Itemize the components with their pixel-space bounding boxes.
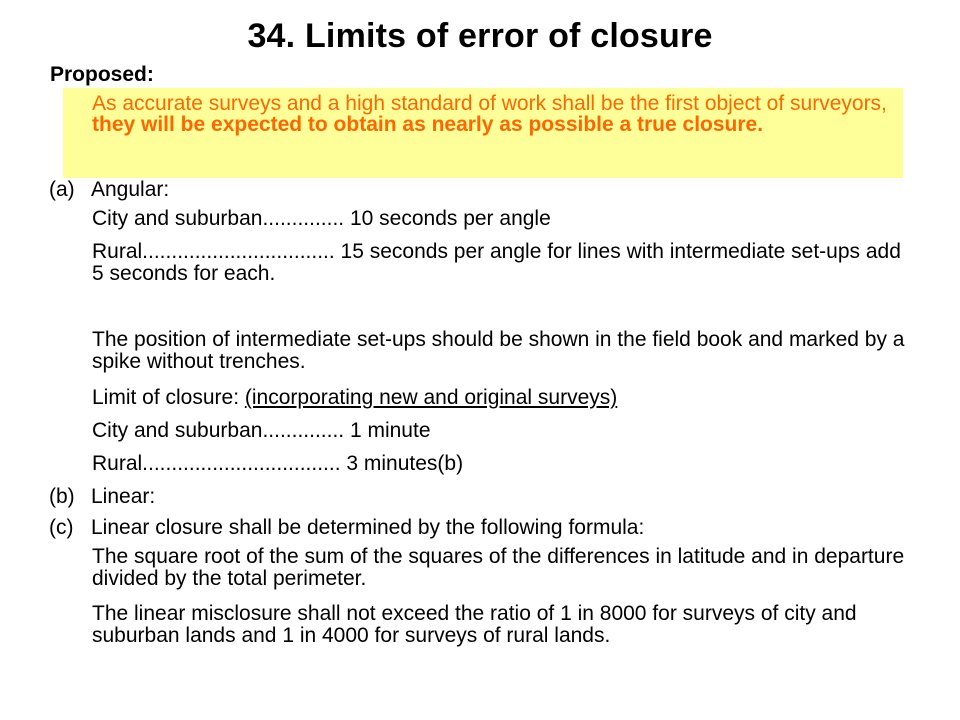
section-c-title: Linear closure shall be determined by the following formula: <box>91 516 645 539</box>
section-a-heading <box>49 179 169 201</box>
highlighted-statement-bold: they will be expected to obtain as nearly as possible a true closure. <box>92 113 764 136</box>
angular-city-line: City and suburban.............. 10 seconds per angle <box>92 207 551 230</box>
limit-of-closure-underlined: (incorporating new and original surveys) <box>244 386 618 409</box>
limit-of-closure-line <box>92 387 912 409</box>
section-c-marker: (c) <box>49 516 74 539</box>
proposed-label: Proposed: <box>50 63 154 86</box>
section-b-heading <box>49 486 155 508</box>
setup-position-note: The position of intermediate set-ups should be shown in the field book and marked by a spike without trenches. <box>92 328 905 373</box>
highlighted-statement <box>92 93 892 135</box>
section-c-heading <box>49 517 644 539</box>
section-b-title: Linear: <box>91 485 156 508</box>
limit-rural-line: Rural.................................. 3 minutes(b) <box>92 452 464 475</box>
formula-text: The square root of the sum of the squares of the differences in latitude and in departure divided by the total perimeter. <box>92 545 905 590</box>
slide-title: 34. Limits of error of closure <box>247 17 713 55</box>
ratio-text: The linear misclosure shall not exceed the ratio of 1 in 8000 for surveys of city and suburban lands and 1 in 4000 for surveys of rural lands. <box>92 602 857 647</box>
section-a-title: Angular: <box>91 178 170 201</box>
limit-of-closure-label: Limit of closure: <box>92 386 245 409</box>
limit-city-line: City and suburban.............. 1 minute <box>92 419 431 442</box>
highlighted-statement-normal: As accurate surveys and a high standard of work shall be the first object of surveyors, <box>92 92 887 115</box>
section-b-marker: (b) <box>49 485 75 508</box>
angular-rural-line: Rural................................. 15 seconds per angle for lines with intermediate set-ups add 5 seconds for each. <box>92 240 901 285</box>
section-a-marker: (a) <box>49 178 75 201</box>
